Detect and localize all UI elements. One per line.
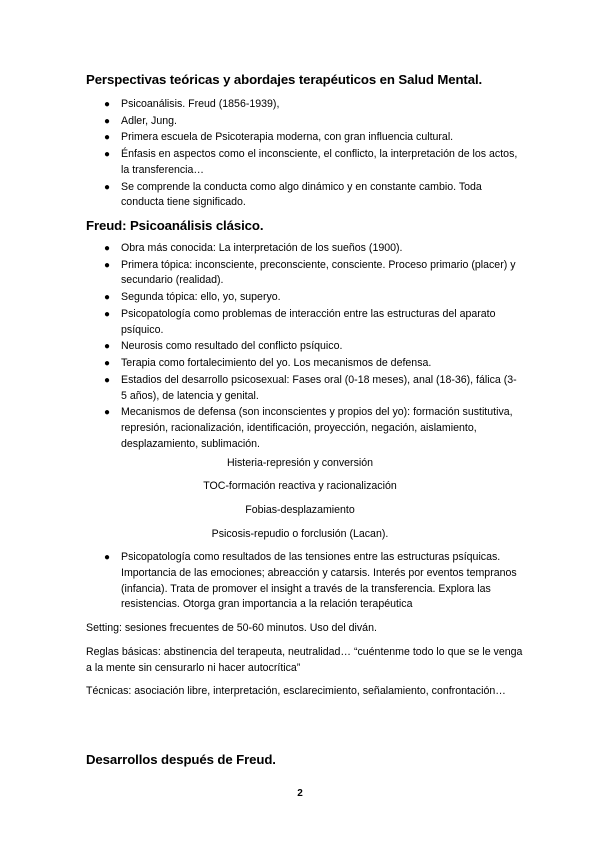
bullet-icon: ●: [104, 149, 111, 161]
section-title-perspectivas: Perspectivas teóricas y abordajes terapéuticos en Salud Mental.: [86, 72, 483, 87]
list-item: ● Psicopatología como resultados de las tensiones entre las estructuras psíquicas. Importancia de las emociones; abreacción y catarsis. Interés por eventos tempranos (infancia). Trata de promover el insight a través de la transferencia. Explora las resistencias. Otorga gran importancia a la relación terapéutica: [104, 551, 517, 611]
list-item: ● Segunda tópica: ello, yo, superyo.: [0, 290, 521, 306]
list-item: ● Primera escuela de Psicoterapia moderna, con gran influencia cultural.: [0, 130, 521, 146]
section-title-desarrollos: Desarrollos después de Freud.: [86, 752, 276, 767]
list-item: ● Psicopatología como problemas de interacción entre las estructuras del aparato psíquico.: [104, 307, 496, 336]
centered-line: Histeria-represión y conversión: [226, 457, 374, 469]
bullet-icon: ●: [104, 552, 111, 563]
bullet-icon: ●: [104, 181, 111, 193]
list-item: ● Adler, Jung.: [0, 114, 521, 130]
bullet-icon: ●: [104, 374, 111, 386]
bullet-icon: ●: [104, 243, 111, 254]
centered-line: Psicosis-repudio o forclusión (Lacan).: [211, 528, 389, 540]
list-item: ● Énfasis en aspectos como el inconsciente, el conflicto, la interpretación de los actos, la transferencia…: [104, 148, 518, 176]
bullet-icon: ●: [104, 358, 111, 370]
list-item: ● Estadios del desarrollo psicosexual: Fases oral (0-18 meses), anal (18-36), fálica (3-5 años), de latencia y genital.: [104, 373, 517, 402]
bullet-icon: ●: [104, 132, 111, 144]
tecnicas-paragraph: Técnicas: asociación libre, interpretación, esclarecimiento, señalamiento, confrontación…: [86, 685, 506, 697]
bullet-icon: ●: [104, 99, 111, 110]
bullet-list-freud: [0, 241, 521, 453]
section-title-freud: Freud: Psicoanálisis clásico.: [86, 218, 264, 233]
bullet-icon: ●: [104, 341, 111, 353]
reglas-paragraph: Reglas básicas: abstinencia del terapeuta, neutralidad… “cuéntenme todo lo que se le venga a la mente sin censurarlo ni hacer autocrítica”: [86, 646, 523, 674]
setting-paragraph: Setting: sesiones frecuentes de 50-60 minutos. Uso del diván.: [86, 622, 377, 634]
list-item: ● Se comprende la conducta como algo dinámico y en constante cambio. Toda conducta tiene significado.: [104, 180, 482, 209]
list-item: ● Neurosis como resultado del conflicto psíquico.: [0, 339, 521, 355]
centered-line: TOC-formación reactiva y racionalización: [203, 480, 397, 492]
bullet-icon: ●: [104, 115, 111, 127]
bullet-list-perspectivas: [0, 97, 521, 212]
bullet-icon: ●: [104, 407, 111, 419]
list-item: ● Mecanismos de defensa (son inconscientes y propios del yo): formación sustitutiva, represión, racionalización, identificación, proyección, negación, aislamiento, desplazamiento, sublimación.: [104, 406, 513, 450]
list-item: ● Terapia como fortalecimiento del yo. Los mecanismos de defensa.: [0, 356, 521, 372]
bullet-list-psicopatologia: [0, 550, 521, 614]
bullet-icon: ●: [104, 259, 111, 271]
list-item: ● Obra más conocida: La interpretación de los sueños (1900).: [0, 241, 521, 257]
list-item: ● Psicoanálisis. Freud (1856-1939),: [0, 97, 521, 113]
page-number: 2: [297, 788, 303, 799]
bullet-icon: ●: [104, 308, 111, 320]
centered-line: Fobias-desplazamiento: [245, 504, 355, 516]
bullet-icon: ●: [104, 292, 111, 304]
list-item: ● Primera tópica: inconsciente, preconsciente, consciente. Proceso primario (placer) y secundario (realidad).: [104, 258, 516, 287]
